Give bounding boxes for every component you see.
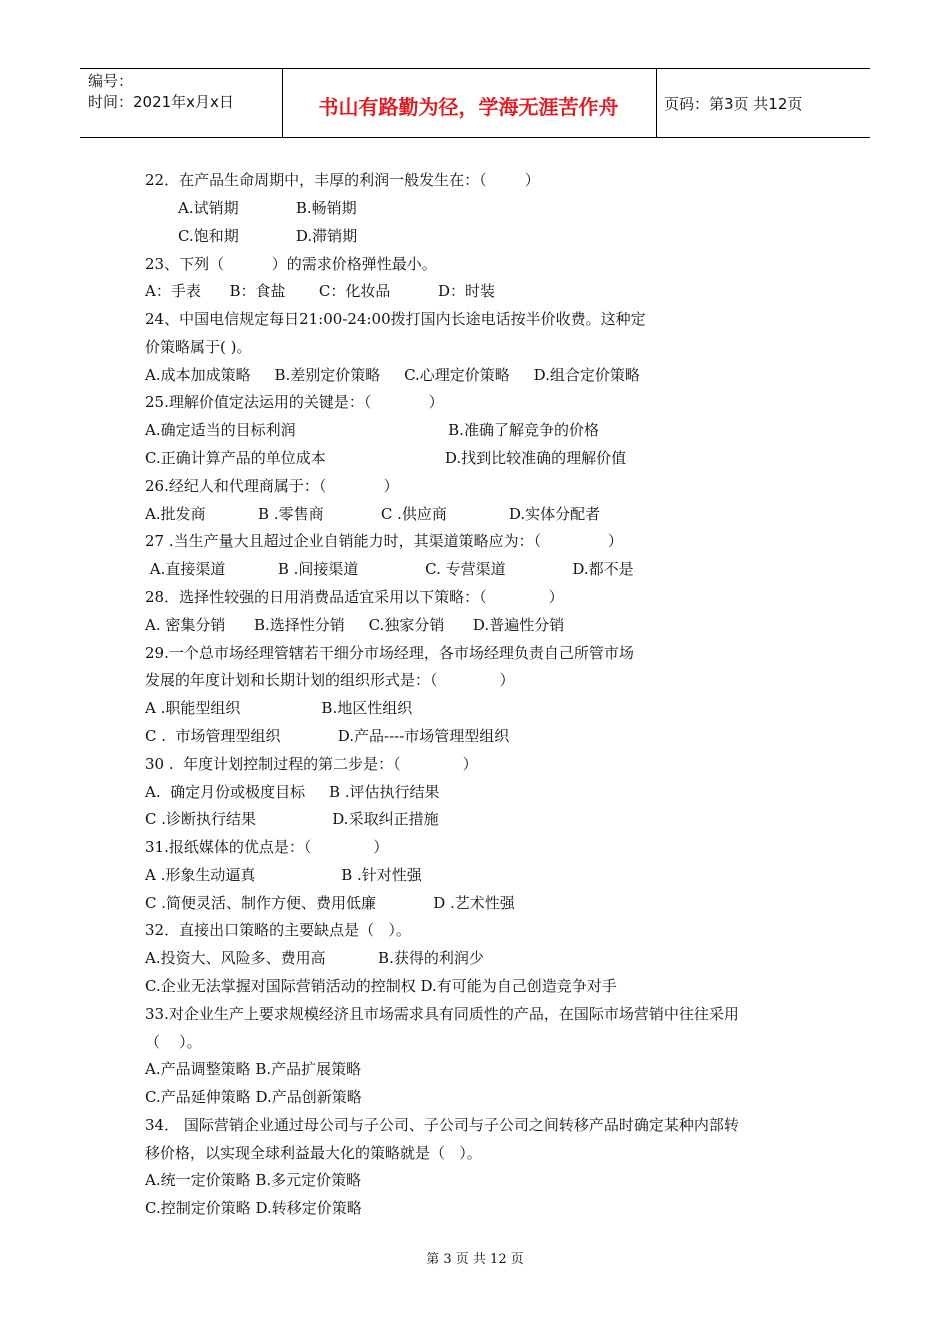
option-line: A.投资大、风险多、费用高 B.获得的利润少	[145, 949, 484, 967]
header-divider	[656, 69, 657, 137]
question-line: 27 .当生产量大且超过企业自销能力时，其渠道策略应为：（ ）	[145, 532, 623, 550]
question-line: 30 . 年度计划控制过程的第二步是：（ ）	[145, 755, 478, 773]
option-line: A .职能型组织 B.地区性组织	[145, 699, 413, 717]
question-line: 价策略属于( )。	[145, 338, 252, 356]
header-left	[88, 71, 234, 113]
option-line: A.产品调整策略 B.产品扩展策略	[145, 1060, 362, 1078]
header-slogan: 书山有路勤为径，学海无涯苦作舟	[318, 95, 619, 119]
option-line: C.产品延伸策略 D.产品创新策略	[145, 1088, 362, 1106]
option-line: C .简便灵活、制作方便、费用低廉 D .艺术性强	[145, 894, 515, 912]
question-line: 31.报纸媒体的优点是：（ ）	[145, 838, 389, 856]
option-line: A.确定适当的目标利润 B.准确了解竞争的价格	[145, 421, 599, 439]
page-header	[80, 68, 870, 138]
question-line: 26.经纪人和代理商属于：（ ）	[145, 477, 399, 495]
question-line: 24、中国电信规定每日21:00-24:00拨打国内长途电话按半价收费。这种定	[145, 310, 646, 328]
option-line: C.正确计算产品的单位成本 D.找到比较准确的理解价值	[145, 449, 627, 467]
header-page-label: 页码：第3页 共12页	[664, 95, 803, 113]
option-line: A. 密集分销 B.选择性分销 C.独家分销 D.普遍性分销	[145, 616, 565, 634]
question-line: 25.理解价值定法运用的关键是：（ ）	[145, 393, 444, 411]
question-line: 32．直接出口策略的主要缺点是（ ）。	[145, 921, 411, 939]
option-line: A.批发商 B .零售商 C .供应商 D.实体分配者	[145, 505, 601, 523]
page-footer: 第 3 页 共 12 页	[426, 1252, 524, 1267]
option-line: A.试销期 B.畅销期	[178, 199, 357, 217]
option-line: A.直接渠道 B .间接渠道 C. 专营渠道 D.都不是	[145, 560, 634, 578]
option-line: A .形象生动逼真 B .针对性强	[145, 866, 422, 884]
option-line: A. 确定月份或极度目标 B .评估执行结果	[145, 783, 440, 801]
option-line: A.成本加成策略 B.差别定价策略 C.心理定价策略 D.组合定价策略	[145, 366, 640, 384]
question-line: （ ）。	[145, 1033, 202, 1051]
question-line: 移价格，以实现全球利益最大化的策略就是（ ）。	[145, 1144, 482, 1162]
doc-date-label: 时间：2021年x月x日	[88, 93, 234, 111]
question-line: 23、下列（ ）的需求价格弹性最小。	[145, 255, 437, 273]
option-line: C.控制定价策略 D.转移定价策略	[145, 1199, 362, 1217]
question-line: 22．在产品生命周期中，丰厚的利润一般发生在：（ ）	[145, 171, 540, 189]
doc-number-label: 编号：	[88, 72, 134, 90]
question-line: 28．选择性较强的日用消费品适宜采用以下策略：（ ）	[145, 588, 564, 606]
option-line: C . 市场管理型组织 D.产品----市场管理型组织	[145, 727, 510, 745]
option-line: A.统一定价策略 B.多元定价策略	[145, 1171, 362, 1189]
option-line: C .诊断执行结果 D.采取纠正措施	[145, 810, 439, 828]
question-line: 发展的年度计划和长期计划的组织形式是：（ ）	[145, 671, 515, 689]
question-line: 33.对企业生产上要求规模经济且市场需求具有同质性的产品，在国际市场营销中往往采用	[145, 1005, 739, 1023]
option-line: A：手表 B：食盐 C：化妆品 D：时装	[145, 282, 496, 300]
question-line: 29.一个总市场经理管辖若干细分市场经理，各市场经理负责自己所管市场	[145, 644, 634, 662]
option-line: C.企业无法掌握对国际营销活动的控制权 D.有可能为自己创造竞争对手	[145, 977, 617, 995]
option-line: C.饱和期 D.滞销期	[178, 227, 358, 245]
question-line: 34． 国际营销企业通过母公司与子公司、子公司与子公司之间转移产品时确定某种内部转	[145, 1116, 739, 1134]
